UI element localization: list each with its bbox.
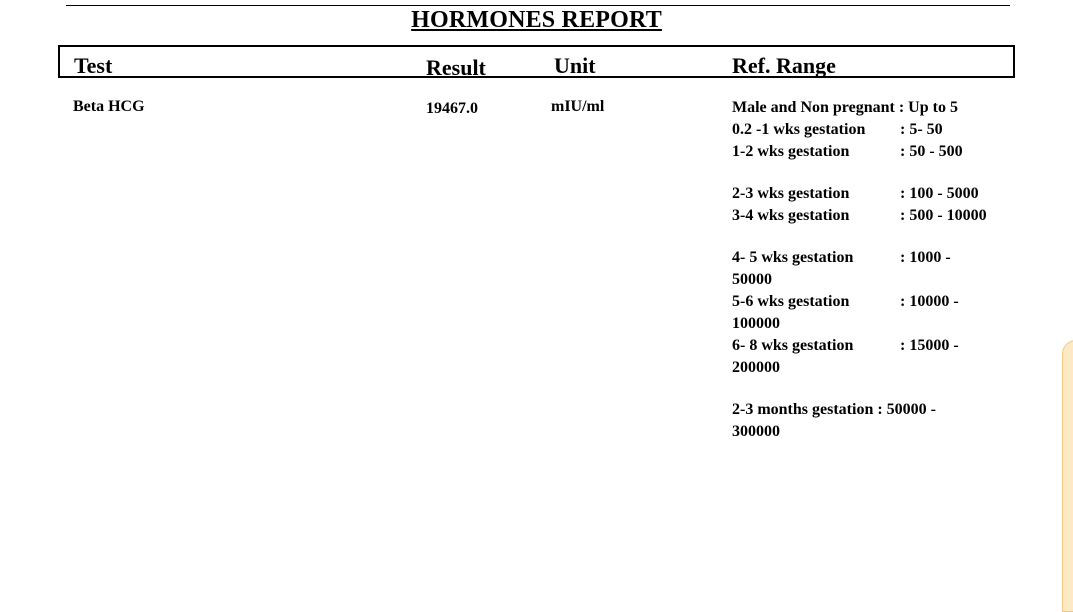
ref-range-line [732, 183, 1032, 205]
ref-range-value: : 5- 50 [900, 121, 943, 138]
report-title: HORMONES REPORT [411, 7, 662, 33]
ref-range-label: 5-6 wks gestation [732, 293, 850, 310]
ref-range-line [732, 247, 1032, 269]
ref-range-line [732, 119, 1032, 141]
ref-range-value: : 100 - 5000 [900, 185, 979, 202]
ref-range-label: 0.2 -1 wks gestation [732, 121, 866, 138]
header-ref-range: Ref. Range [732, 53, 836, 78]
ref-range-value: : 1000 - [900, 249, 951, 266]
ref-range-wrap: 200000 [732, 359, 780, 376]
ref-range-label: 3-4 wks gestation [732, 207, 850, 224]
ref-range-list [732, 97, 1032, 443]
ref-range-line [732, 205, 1032, 227]
ref-range-line [732, 97, 1032, 119]
top-rule [66, 5, 1010, 6]
ref-range-value: : 15000 - [900, 337, 959, 354]
ref-range-wrap: 50000 [732, 271, 772, 288]
ref-range-label: 2-3 months gestation : 50000 - [732, 401, 936, 418]
ref-range-wrap: 100000 [732, 315, 780, 332]
ref-range-label: 1-2 wks gestation [732, 143, 850, 160]
ref-range-value: : 500 - 10000 [900, 207, 987, 224]
result-value: 19467.0 [426, 100, 478, 117]
ref-range-label: 6- 8 wks gestation [732, 337, 854, 354]
ref-range-value: : 10000 - [900, 293, 959, 310]
ref-range-value: : 50 - 500 [900, 143, 963, 160]
ref-range-wrap: 300000 [732, 423, 780, 440]
header-result: Result [426, 55, 486, 80]
ref-range-label: 2-3 wks gestation [732, 185, 850, 202]
ref-range-line [732, 141, 1032, 163]
table-header [58, 45, 1015, 78]
ref-range-label: 4- 5 wks gestation [732, 249, 854, 266]
unit-value: mIU/ml [551, 98, 605, 115]
side-panel-tab[interactable] [1062, 340, 1073, 612]
ref-range-line [732, 335, 1032, 357]
header-unit: Unit [554, 53, 596, 78]
test-name: Beta HCG [73, 98, 145, 115]
header-test: Test [74, 53, 113, 78]
ref-range-label: Male and Non pregnant : Up to 5 [732, 99, 958, 116]
ref-range-line [732, 399, 1032, 421]
ref-range-line [732, 291, 1032, 313]
